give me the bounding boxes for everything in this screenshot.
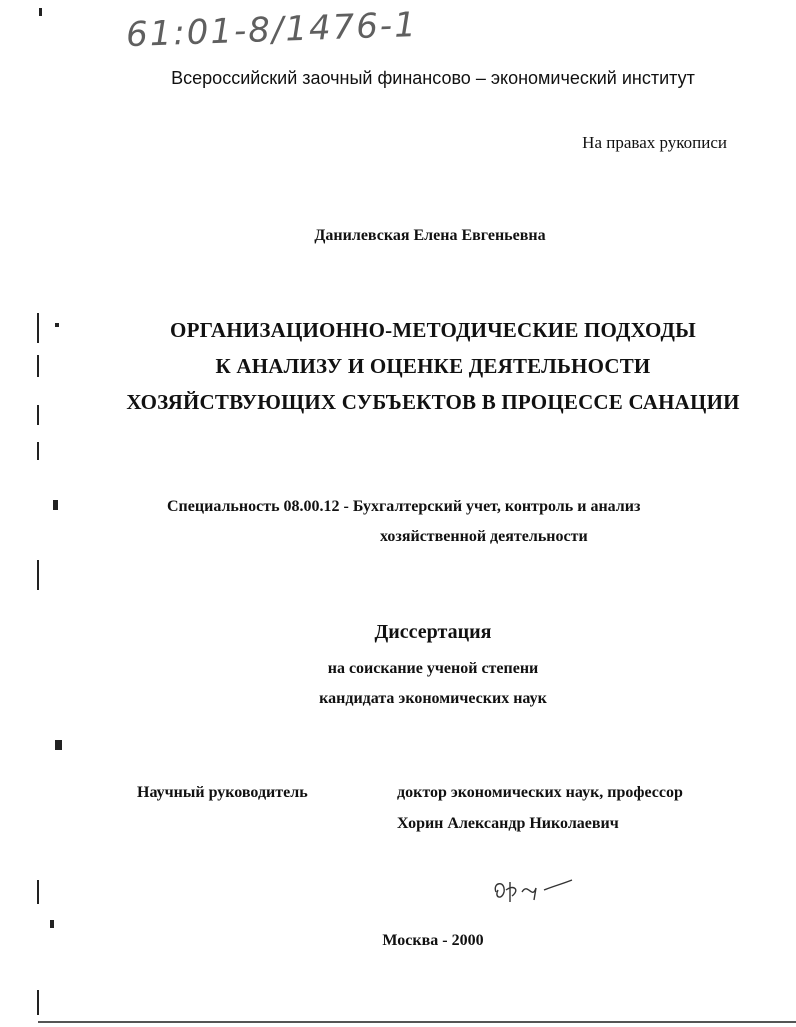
handwritten-signature-mark — [488, 870, 578, 910]
document-type: Диссертация — [374, 621, 492, 643]
institute-name: Всероссийский заочный финансово – экономический институт — [171, 68, 695, 88]
scan-mark — [50, 920, 54, 928]
title-line-1: ОРГАНИЗАЦИОННО-МЕТОДИЧЕСКИЕ ПОДХОДЫ — [170, 318, 696, 342]
scan-bottom-edge — [38, 1021, 796, 1023]
specialty-line-1: Специальность 08.00.12 - Бухгалтерский учет, контроль и анализ — [167, 498, 641, 515]
supervisor-degree: доктор экономических наук, профессор — [397, 784, 683, 801]
scan-mark — [55, 740, 62, 750]
scan-mark — [37, 313, 39, 343]
scan-mark — [55, 323, 59, 327]
scan-mark — [53, 500, 58, 510]
title-line-2: К АНАЛИЗУ И ОЦЕНКЕ ДЕЯТЕЛЬНОСТИ — [215, 354, 651, 378]
archive-code-handwritten: 61:01-8/1476-1 — [125, 4, 419, 56]
title-line-3: ХОЗЯЙСТВУЮЩИХ СУБЪЕКТОВ В ПРОЦЕССЕ САНАЦИИ — [126, 390, 740, 414]
scan-mark — [39, 8, 42, 16]
supervisor-label: Научный руководитель — [137, 784, 308, 801]
city-year: Москва - 2000 — [382, 932, 484, 949]
scan-mark — [37, 355, 39, 377]
scan-mark — [37, 442, 39, 460]
supervisor-name: Хорин Александр Николаевич — [397, 815, 619, 832]
scan-mark — [37, 880, 39, 904]
degree-line-2: кандидата экономических наук — [319, 690, 547, 707]
scan-mark — [37, 560, 39, 590]
author-name: Данилевская Елена Евгеньевна — [314, 227, 546, 244]
scan-mark — [37, 990, 39, 1015]
scan-mark — [37, 405, 39, 425]
specialty-line-2: хозяйственной деятельности — [380, 528, 588, 545]
rights-note: На правах рукописи — [582, 133, 727, 152]
degree-line-1: на соискание ученой степени — [327, 660, 539, 677]
